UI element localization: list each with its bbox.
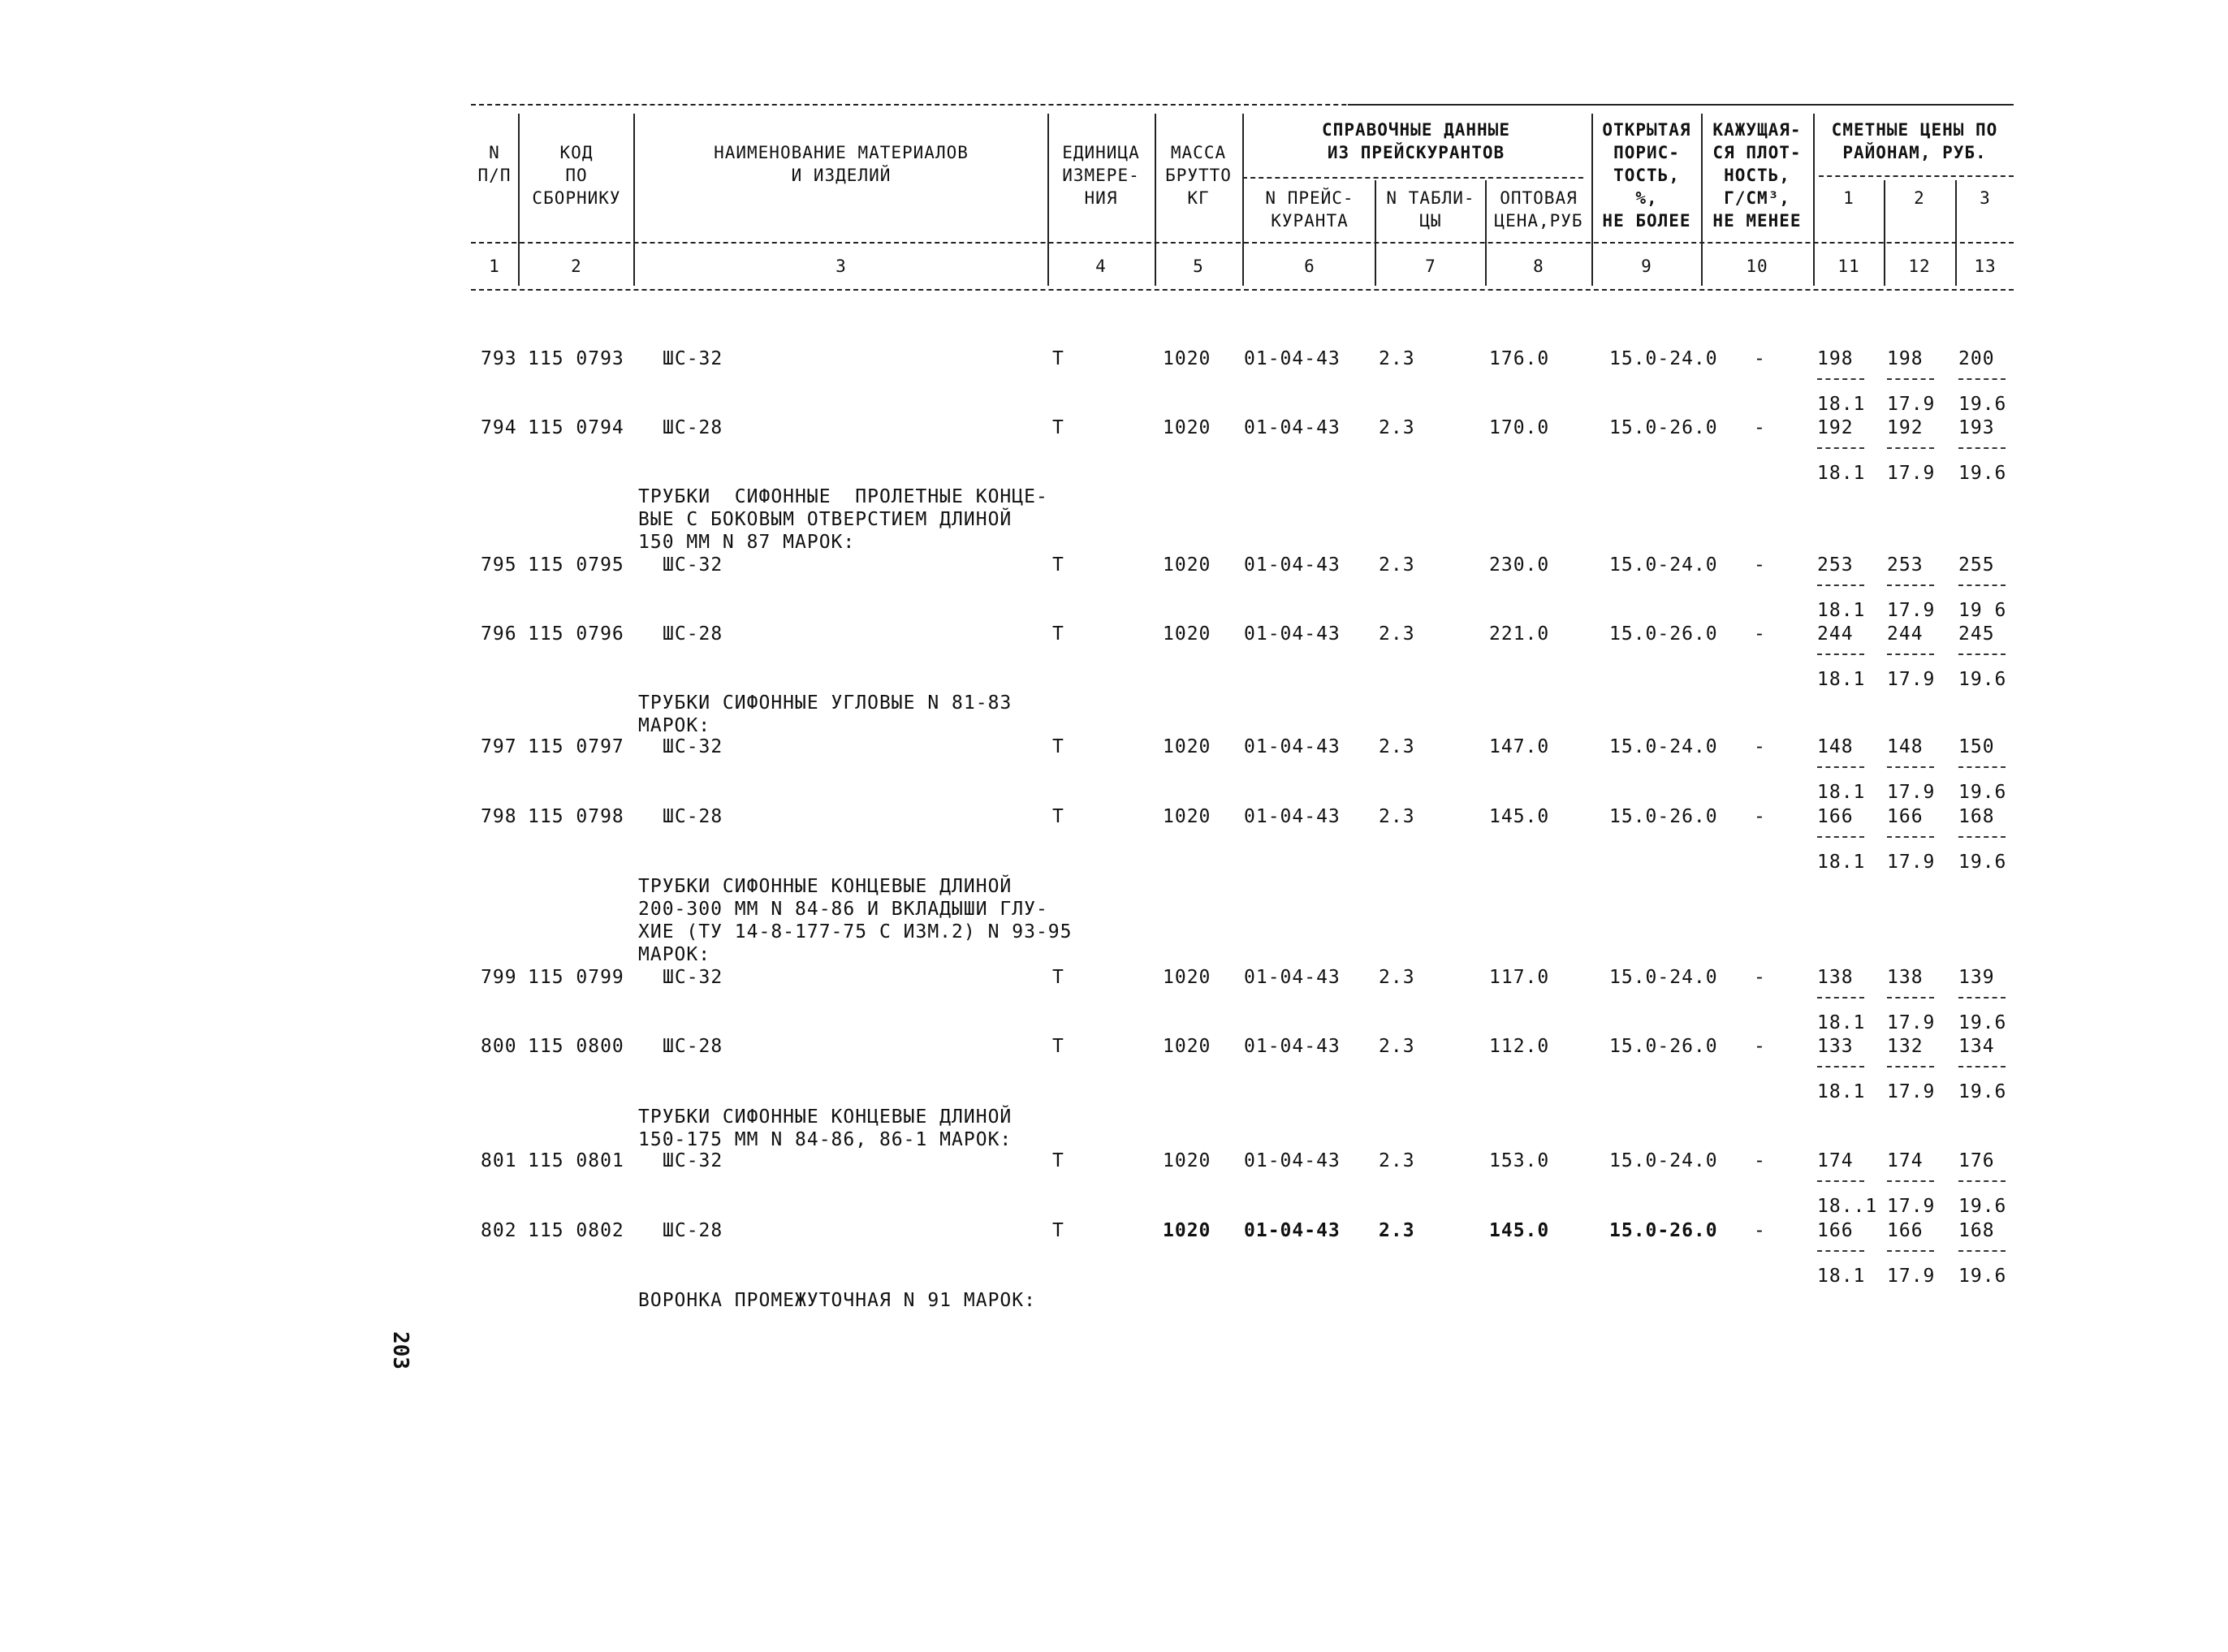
cell-mass: 1020 <box>1163 623 1211 645</box>
cell-mass: 1020 <box>1163 967 1211 988</box>
cell-porosity: 15.0-26.0 <box>1609 806 1718 827</box>
page-number: 203 <box>388 1331 412 1369</box>
header-price-list: N ПРЕЙС- КУРАНТА <box>1265 188 1354 231</box>
cell-p2: 166 <box>1887 806 1924 827</box>
cell-name: ШС-28 <box>663 1036 723 1057</box>
fraction-rule <box>1817 997 1864 999</box>
cell-wholesale: 147.0 <box>1489 736 1550 757</box>
cell-name: ШС-32 <box>663 1150 723 1171</box>
cell-density: - <box>1754 1150 1766 1171</box>
cell-p2: 166 <box>1887 1220 1924 1241</box>
cell-name: ШС-32 <box>663 736 723 757</box>
fraction-rule <box>1887 997 1934 999</box>
fraction-rule <box>1817 378 1864 380</box>
cell-n: 801 <box>481 1150 517 1171</box>
colnum: 10 <box>1746 257 1768 276</box>
cell-density: - <box>1754 554 1766 576</box>
cell-p1: 192 <box>1817 417 1854 438</box>
cell-name: ШС-32 <box>663 348 723 369</box>
cell-p3: 245 <box>1958 623 1995 645</box>
cell-p3: 200 <box>1958 348 1995 369</box>
cell-price-list: 01-04-43 <box>1244 967 1341 988</box>
cell-n: 797 <box>481 736 517 757</box>
cell-code: 115 0801 <box>528 1150 624 1171</box>
cell-coefficient: 17.9 <box>1887 782 1936 803</box>
cell-unit: Т <box>1052 554 1064 576</box>
cell-price-list: 01-04-43 <box>1244 1150 1341 1171</box>
cell-density: - <box>1754 417 1766 438</box>
cell-p2: 138 <box>1887 967 1924 988</box>
cell-wholesale: 145.0 <box>1489 806 1550 827</box>
cell-name: ШС-28 <box>663 1220 723 1241</box>
cell-porosity: 15.0-26.0 <box>1609 1220 1718 1241</box>
cell-porosity: 15.0-24.0 <box>1609 967 1718 988</box>
cell-p2: 174 <box>1887 1150 1924 1171</box>
cell-table: 2.3 <box>1379 1036 1415 1057</box>
cell-porosity: 15.0-24.0 <box>1609 348 1718 369</box>
cell-density: - <box>1754 967 1766 988</box>
fraction-rule <box>1958 997 2006 999</box>
cell-code: 115 0795 <box>528 554 624 576</box>
cell-table: 2.3 <box>1379 806 1415 827</box>
cell-p2: 198 <box>1887 348 1924 369</box>
cell-table: 2.3 <box>1379 967 1415 988</box>
cell-wholesale: 170.0 <box>1489 417 1550 438</box>
header-reference-group: СПРАВОЧНЫЕ ДАННЫЕ ИЗ ПРЕЙСКУРАНТОВ <box>1322 120 1510 162</box>
header-porosity: ОТКРЫТАЯ ПОРИС- ТОСТЬ, %, НЕ БОЛЕЕ <box>1602 120 1691 231</box>
cell-coefficient: 17.9 <box>1887 463 1936 484</box>
cell-p1: 198 <box>1817 348 1854 369</box>
cell-porosity: 15.0-26.0 <box>1609 417 1718 438</box>
cell-coefficient: 18.1 <box>1817 394 1866 415</box>
fraction-rule <box>1817 653 1864 655</box>
fraction-rule <box>1887 766 1934 768</box>
cell-code: 115 0798 <box>528 806 624 827</box>
header-top-rule-solid <box>1348 104 2014 106</box>
header-estimate-prices: СМЕТНЫЕ ЦЕНЫ ПО РАЙОНАМ, РУБ. <box>1831 120 1998 162</box>
cell-density: - <box>1754 1036 1766 1057</box>
fraction-rule <box>1817 836 1864 838</box>
cell-p2: 244 <box>1887 623 1924 645</box>
cell-wholesale: 153.0 <box>1489 1150 1550 1171</box>
section-heading: ТРУБКИ СИФОННЫЕ КОНЦЕВЫЕ ДЛИНОЙ 200-300 ММ N 84-86 И ВКЛАДЫШИ ГЛУ- ХИЕ (ТУ 14-8-177-75 С ИЗМ.2) N 93-95 МАРОК: <box>638 876 1073 965</box>
cell-coefficient: 19.6 <box>1958 782 2007 803</box>
cell-price-list: 01-04-43 <box>1244 1036 1341 1057</box>
cell-price-list: 01-04-43 <box>1244 348 1341 369</box>
fraction-rule <box>1958 378 2006 380</box>
cell-p3: 168 <box>1958 1220 1995 1241</box>
cell-code: 115 0800 <box>528 1036 624 1057</box>
cell-porosity: 15.0-24.0 <box>1609 1150 1718 1171</box>
fraction-rule <box>1817 1180 1864 1182</box>
cell-table: 2.3 <box>1379 1150 1415 1171</box>
fraction-rule <box>1817 584 1864 586</box>
cell-code: 115 0793 <box>528 348 624 369</box>
colnum: 12 <box>1908 257 1931 276</box>
cell-p1: 133 <box>1817 1036 1854 1057</box>
fraction-rule <box>1887 1180 1934 1182</box>
fraction-rule <box>1887 1066 1934 1068</box>
cell-density: - <box>1754 348 1766 369</box>
cell-p1: 166 <box>1817 806 1854 827</box>
cell-mass: 1020 <box>1163 348 1211 369</box>
cell-name: ШС-28 <box>663 623 723 645</box>
cell-unit: Т <box>1052 1150 1064 1171</box>
colnum: 5 <box>1193 257 1204 276</box>
cell-table: 2.3 <box>1379 1220 1415 1241</box>
fraction-rule <box>1887 653 1934 655</box>
header-subgroup-rule <box>1242 177 1583 179</box>
fraction-rule <box>1887 836 1934 838</box>
cell-mass: 1020 <box>1163 806 1211 827</box>
cell-porosity: 15.0-26.0 <box>1609 623 1718 645</box>
cell-p1: 253 <box>1817 554 1854 576</box>
cell-price-list: 01-04-43 <box>1244 623 1341 645</box>
header-divider <box>1375 180 1376 286</box>
fraction-rule <box>1887 584 1934 586</box>
cell-price-list: 01-04-43 <box>1244 806 1341 827</box>
fraction-rule <box>1958 1066 2006 1068</box>
cell-coefficient: 18.1 <box>1817 1012 1866 1033</box>
fraction-rule <box>1817 1066 1864 1068</box>
cell-unit: Т <box>1052 417 1064 438</box>
cell-price-list: 01-04-43 <box>1244 417 1341 438</box>
cell-code: 115 0802 <box>528 1220 624 1241</box>
cell-coefficient: 17.9 <box>1887 852 1936 873</box>
header-table-number: N ТАБЛИ- ЦЫ <box>1386 188 1475 231</box>
cell-name: ШС-28 <box>663 417 723 438</box>
colnum: 9 <box>1641 257 1652 276</box>
fraction-rule <box>1958 766 2006 768</box>
cell-mass: 1020 <box>1163 736 1211 757</box>
cell-coefficient: 18.1 <box>1817 600 1866 621</box>
cell-coefficient: 19.6 <box>1958 852 2007 873</box>
colnum: 7 <box>1425 257 1436 276</box>
cell-p3: 193 <box>1958 417 1995 438</box>
cell-table: 2.3 <box>1379 348 1415 369</box>
fraction-rule <box>1958 653 2006 655</box>
cell-p1: 174 <box>1817 1150 1854 1171</box>
header-name: НАИМЕНОВАНИЕ МАТЕРИАЛОВ И ИЗДЕЛИЙ <box>714 143 969 185</box>
cell-unit: Т <box>1052 1220 1064 1241</box>
header-row-number: N П/П <box>477 143 512 185</box>
colnum: 4 <box>1095 257 1107 276</box>
cell-coefficient: 17.9 <box>1887 669 1936 690</box>
cell-coefficient: 17.9 <box>1887 1081 1936 1102</box>
cell-p1: 148 <box>1817 736 1854 757</box>
colnum-bottom-rule <box>471 289 2014 291</box>
fraction-rule <box>1817 766 1864 768</box>
cell-n: 799 <box>481 967 517 988</box>
cell-unit: Т <box>1052 736 1064 757</box>
header-divider <box>633 114 635 286</box>
cell-p1: 166 <box>1817 1220 1854 1241</box>
cell-n: 794 <box>481 417 517 438</box>
cell-coefficient: 19.6 <box>1958 669 2007 690</box>
cell-p2: 192 <box>1887 417 1924 438</box>
cell-coefficient: 18.1 <box>1817 1266 1866 1287</box>
cell-coefficient: 18.1 <box>1817 463 1866 484</box>
cell-mass: 1020 <box>1163 1220 1211 1241</box>
header-mass: МАССА БРУТТО КГ <box>1165 143 1232 208</box>
fraction-rule <box>1958 836 2006 838</box>
cell-coefficient: 18..1 <box>1817 1196 1878 1217</box>
cell-coefficient: 17.9 <box>1887 1196 1936 1217</box>
cell-porosity: 15.0-26.0 <box>1609 1036 1718 1057</box>
cell-wholesale: 145.0 <box>1489 1220 1550 1241</box>
header-divider <box>518 114 520 286</box>
header-wholesale-price: ОПТОВАЯ ЦЕНА,РУБ <box>1494 188 1583 231</box>
cell-coefficient: 18.1 <box>1817 782 1866 803</box>
cell-name: ШС-28 <box>663 806 723 827</box>
cell-p3: 176 <box>1958 1150 1995 1171</box>
cell-wholesale: 221.0 <box>1489 623 1550 645</box>
fraction-rule <box>1887 378 1934 380</box>
header-density: КАЖУЩАЯ- СЯ ПЛОТ- НОСТЬ, Г/СМ³, НЕ МЕНЕЕ <box>1712 120 1802 231</box>
fraction-rule <box>1958 584 2006 586</box>
cell-density: - <box>1754 736 1766 757</box>
cell-coefficient: 17.9 <box>1887 394 1936 415</box>
cell-mass: 1020 <box>1163 554 1211 576</box>
cell-n: 802 <box>481 1220 517 1241</box>
cell-code: 115 0794 <box>528 417 624 438</box>
colnum: 2 <box>571 257 582 276</box>
fraction-rule <box>1817 447 1864 449</box>
colnum: 6 <box>1304 257 1315 276</box>
header-region-2: 2 <box>1914 188 1925 208</box>
cell-p1: 138 <box>1817 967 1854 988</box>
cell-p3: 168 <box>1958 806 1995 827</box>
cell-coefficient: 19 6 <box>1958 600 2007 621</box>
fraction-rule <box>1958 1180 2006 1182</box>
cell-coefficient: 19.6 <box>1958 1012 2007 1033</box>
cell-p3: 150 <box>1958 736 1995 757</box>
header-divider <box>1485 180 1487 286</box>
cell-n: 800 <box>481 1036 517 1057</box>
cell-density: - <box>1754 806 1766 827</box>
colnum: 1 <box>489 257 500 276</box>
cell-name: ШС-32 <box>663 967 723 988</box>
cell-porosity: 15.0-24.0 <box>1609 736 1718 757</box>
cell-coefficient: 18.1 <box>1817 1081 1866 1102</box>
section-heading: ТРУБКИ СИФОННЫЕ ПРОЛЕТНЫЕ КОНЦЕ- ВЫЕ С БОКОВЫМ ОТВЕРСТИЕМ ДЛИНОЙ 150 ММ N 87 МАРОК: <box>638 486 1048 553</box>
cell-n: 796 <box>481 623 517 645</box>
colnum: 11 <box>1837 257 1860 276</box>
cell-coefficient: 18.1 <box>1817 669 1866 690</box>
cell-coefficient: 19.6 <box>1958 463 2007 484</box>
cell-density: - <box>1754 1220 1766 1241</box>
header-divider <box>1242 114 1244 286</box>
cell-wholesale: 230.0 <box>1489 554 1550 576</box>
header-region-3: 3 <box>1980 188 1991 208</box>
cell-price-list: 01-04-43 <box>1244 1220 1341 1241</box>
cell-table: 2.3 <box>1379 623 1415 645</box>
cell-n: 793 <box>481 348 517 369</box>
section-heading: ВОРОНКА ПРОМЕЖУТОЧНАЯ N 91 МАРОК: <box>638 1290 1036 1311</box>
cell-coefficient: 19.6 <box>1958 1266 2007 1287</box>
cell-code: 115 0797 <box>528 736 624 757</box>
colnum: 13 <box>1974 257 1997 276</box>
cell-p2: 132 <box>1887 1036 1924 1057</box>
section-heading: ТРУБКИ СИФОННЫЕ КОНЦЕВЫЕ ДЛИНОЙ 150-175 ММ N 84-86, 86-1 МАРОК: <box>638 1106 1013 1150</box>
cell-coefficient: 19.6 <box>1958 394 2007 415</box>
cell-mass: 1020 <box>1163 1150 1211 1171</box>
cell-code: 115 0799 <box>528 967 624 988</box>
cell-mass: 1020 <box>1163 1036 1211 1057</box>
cell-price-list: 01-04-43 <box>1244 736 1341 757</box>
cell-unit: Т <box>1052 623 1064 645</box>
cell-coefficient: 17.9 <box>1887 1012 1936 1033</box>
cell-unit: Т <box>1052 348 1064 369</box>
cell-table: 2.3 <box>1379 554 1415 576</box>
cell-coefficient: 17.9 <box>1887 1266 1936 1287</box>
cell-wholesale: 112.0 <box>1489 1036 1550 1057</box>
cell-p2: 253 <box>1887 554 1924 576</box>
cell-coefficient: 18.1 <box>1817 852 1866 873</box>
section-heading: ТРУБКИ СИФОННЫЕ УГЛОВЫЕ N 81-83 МАРОК: <box>638 692 1013 736</box>
colnum: 8 <box>1533 257 1544 276</box>
fraction-rule <box>1958 1250 2006 1252</box>
cell-p3: 134 <box>1958 1036 1995 1057</box>
cell-wholesale: 117.0 <box>1489 967 1550 988</box>
cell-p2: 148 <box>1887 736 1924 757</box>
fraction-rule <box>1817 1250 1864 1252</box>
cell-porosity: 15.0-24.0 <box>1609 554 1718 576</box>
cell-name: ШС-32 <box>663 554 723 576</box>
cell-coefficient: 17.9 <box>1887 600 1936 621</box>
cell-n: 798 <box>481 806 517 827</box>
cell-wholesale: 176.0 <box>1489 348 1550 369</box>
cell-p3: 255 <box>1958 554 1995 576</box>
header-region-1: 1 <box>1843 188 1855 208</box>
cell-n: 795 <box>481 554 517 576</box>
cell-density: - <box>1754 623 1766 645</box>
cell-table: 2.3 <box>1379 736 1415 757</box>
cell-price-list: 01-04-43 <box>1244 554 1341 576</box>
fraction-rule <box>1958 447 2006 449</box>
colnum: 3 <box>836 257 847 276</box>
cell-p3: 139 <box>1958 967 1995 988</box>
cell-table: 2.3 <box>1379 417 1415 438</box>
cell-mass: 1020 <box>1163 417 1211 438</box>
cell-coefficient: 19.6 <box>1958 1081 2007 1102</box>
header-unit: ЕДИНИЦА ИЗМЕРЕ- НИЯ <box>1062 143 1140 208</box>
header-subgroup-rule-prices <box>1819 175 2014 177</box>
cell-unit: Т <box>1052 967 1064 988</box>
header-code: КОД ПО СБОРНИКУ <box>532 143 621 208</box>
cell-code: 115 0796 <box>528 623 624 645</box>
fraction-rule <box>1887 1250 1934 1252</box>
cell-coefficient: 19.6 <box>1958 1196 2007 1217</box>
cell-p1: 244 <box>1817 623 1854 645</box>
cell-unit: Т <box>1052 806 1064 827</box>
header-divider <box>1813 114 1815 286</box>
cell-unit: Т <box>1052 1036 1064 1057</box>
fraction-rule <box>1887 447 1934 449</box>
